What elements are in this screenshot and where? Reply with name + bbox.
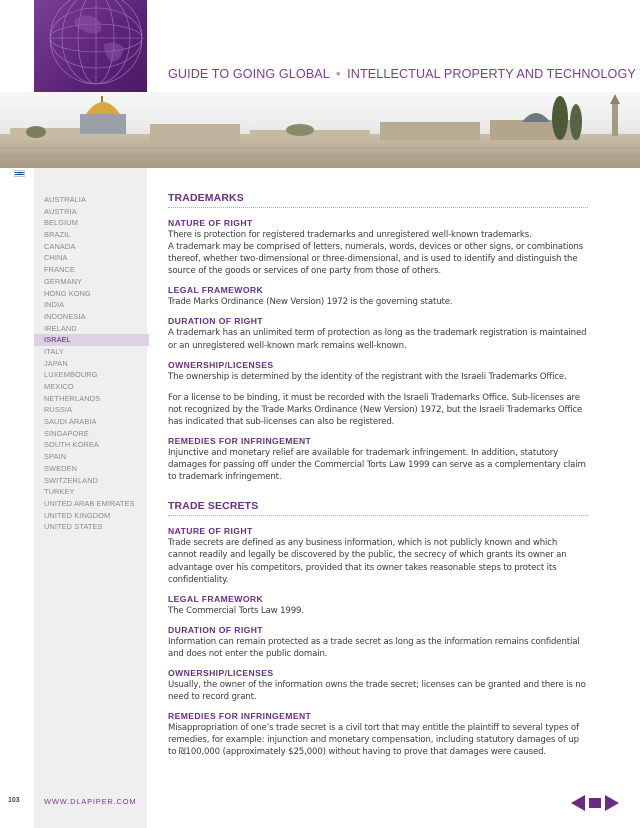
country-item[interactable]: TURKEY	[44, 487, 75, 497]
country-item[interactable]: AUSTRIA	[44, 206, 77, 216]
country-item[interactable]: GERMANY	[44, 276, 83, 286]
page-number: 103	[8, 797, 20, 804]
trademarks-ownership-heading: OWNERSHIP/LICENSES	[168, 359, 274, 370]
country-item[interactable]: NETHERLANDS	[44, 393, 101, 403]
main-content	[168, 193, 588, 758]
country-item[interactable]: UNITED KINGDOM	[44, 510, 111, 520]
website-link[interactable]: WWW.DLAPIPER.COM	[44, 797, 137, 806]
country-item[interactable]: ITALY	[44, 346, 64, 356]
trademarks-remedies-text: Injunctive and monetary relief are available for trademark infringement. In addition, statutory damages for passing off under the Commercial Torts Law 1999 can serve as a complementary claim to trademark infringement.	[168, 448, 586, 483]
secrets-remedies-heading: REMEDIES FOR INFRINGEMENT	[168, 711, 312, 722]
globe-icon	[34, 0, 147, 92]
country-item-active[interactable]: ISRAEL	[34, 334, 149, 346]
page-navigation	[571, 795, 623, 811]
country-item[interactable]: BELGIUM	[44, 218, 78, 228]
secrets-ownership-heading: OWNERSHIP/LICENSES	[168, 667, 274, 678]
trademarks-duration-heading: DURATION OF RIGHT	[168, 316, 263, 327]
secrets-ownership-text: Usually, the owner of the information owns the trade secret; licenses can be granted and there is no need to record grant.	[168, 679, 586, 703]
menu-square-icon[interactable]	[589, 798, 601, 808]
secrets-legal-heading: LEGAL FRAMEWORK	[168, 593, 264, 604]
trademarks-duration-text: A trademark has an unlimited term of protection as long as the trademark registration is maintained or an unregistered well-known mark remains well-known.	[168, 328, 587, 351]
arrow-right-icon[interactable]	[605, 795, 619, 811]
secrets-duration-heading: DURATION OF RIGHT	[168, 624, 263, 635]
country-item[interactable]: UNITED STATES	[44, 522, 103, 532]
trademarks-nature-text-1: There is protection for registered trademarks and unregistered well-known trademarks.	[168, 230, 532, 240]
country-item[interactable]: FRANCE	[44, 265, 75, 275]
trademarks-legal-text: Trade Marks Ordinance (New Version) 1972 is the governing statute.	[168, 297, 453, 308]
secrets-remedies-text: Misappropriation of one’s trade secret is a civil tort that may entitle the plaintiff to several types of remedies, for example: injunction and monetary compensation, including statutory damages of up to ₪100,000 (approximately $25,000) without having to prove that damages were caused.	[168, 723, 579, 758]
secrets-nature-text: Trade secrets are defined as any business information, which is not publicly known and which cannot readily and legally be discovered by the public, the secrecy of which grants its owner an advantage over his competitors, provided that its owner takes reasonable steps to protect its confidentiality.	[168, 538, 567, 585]
trademarks-nature-text-2: A trademark may be comprised of letters, numerals, words, devices or other signs, or combinations thereof, whether two-dimensional or three-dimensional, and is used to identify and distinguish the source of the goods or services of one party from those of others.	[168, 242, 584, 277]
section-title-trademarks: TRADEMARKS	[168, 193, 588, 208]
country-item[interactable]: LUXEMBOURG	[44, 370, 98, 380]
guide-title-left: GUIDE TO GOING GLOBAL	[168, 67, 330, 81]
country-item[interactable]: IRELAND	[44, 323, 77, 333]
country-item[interactable]: INDIA	[44, 300, 65, 310]
jerusalem-skyline-banner	[0, 92, 640, 168]
country-item[interactable]: RUSSIA	[44, 405, 73, 415]
country-item[interactable]: CHINA	[44, 253, 68, 263]
title-separator: •	[336, 67, 341, 81]
guide-title-right: INTELLECTUAL PROPERTY AND TECHNOLOGY	[347, 67, 636, 81]
trademarks-nature-heading: NATURE OF RIGHT	[168, 218, 253, 228]
skyline-image	[0, 92, 640, 168]
secrets-duration-text: Information can remain protected as a trade secret as long as the information remains confidential and does not enter the public domain.	[168, 636, 580, 659]
country-item[interactable]: MEXICO	[44, 382, 74, 391]
trademarks-ownership-text-2: For a license to be binding, it must be recorded with the Israeli Trademarks Office. Sub-licenses are not recognized by the Trade Marks Ordinance (New Version) 1972, but the Israeli Trademarks Office has indicated that sub-licenses can also be registered.	[168, 392, 583, 427]
trademarks-legal-heading: LEGAL FRAMEWORK	[168, 285, 264, 296]
country-item[interactable]: SPAIN	[44, 452, 67, 462]
country-item[interactable]: BRAZIL	[44, 230, 71, 240]
country-item[interactable]: SWEDEN	[44, 463, 78, 473]
country-item[interactable]: CANADA	[44, 241, 76, 251]
country-item[interactable]: INDONESIA	[44, 311, 86, 321]
country-item[interactable]: SAUDI ARABIA	[44, 417, 97, 427]
trademarks-remedies-heading: REMEDIES FOR INFRINGEMENT	[168, 436, 312, 447]
israel-flag-icon	[14, 170, 25, 177]
country-item[interactable]: HONG KONG	[44, 288, 91, 298]
country-sidebar	[34, 168, 147, 828]
country-item[interactable]: AUSTRALIA	[44, 195, 86, 204]
country-item[interactable]: UNITED ARAB EMIRATES	[44, 498, 135, 508]
country-item[interactable]: SINGAPORE	[44, 428, 89, 438]
country-item[interactable]: SWITZERLAND	[44, 475, 99, 485]
secrets-nature-heading: NATURE OF RIGHT	[168, 526, 253, 537]
section-title-trade-secrets: TRADE SECRETS	[168, 501, 588, 516]
globe-graphic	[34, 0, 147, 92]
country-item[interactable]: SOUTH KOREA	[44, 440, 99, 450]
arrow-left-icon[interactable]	[571, 795, 585, 811]
trademarks-ownership-text-1: The ownership is determined by the identity of the registrant with the Israeli Trademarks Office.	[168, 371, 567, 382]
country-list	[44, 194, 149, 533]
country-item[interactable]: JAPAN	[44, 358, 68, 368]
guide-title	[168, 67, 636, 81]
secrets-legal-text: The Commercial Torts Law 1999.	[168, 605, 304, 616]
